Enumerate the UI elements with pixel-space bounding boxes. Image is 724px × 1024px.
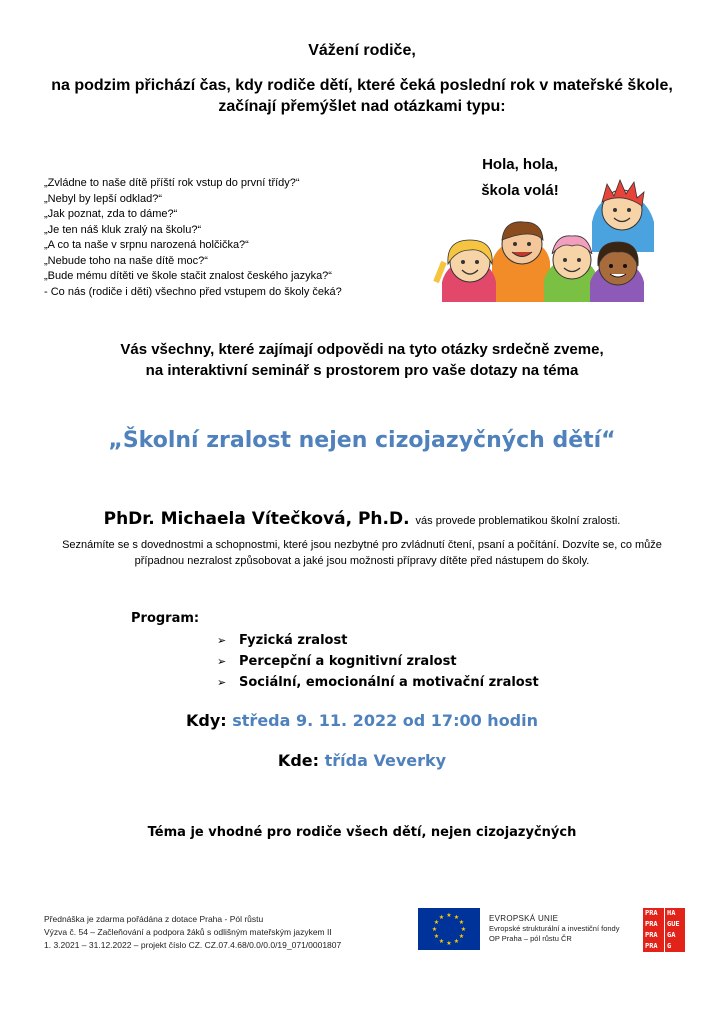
question-item: „Jak poznat, zda to dáme?“ bbox=[44, 208, 178, 220]
svg-text:★: ★ bbox=[458, 933, 465, 940]
svg-text:★: ★ bbox=[453, 914, 460, 921]
program-item bbox=[217, 651, 539, 672]
event-location bbox=[0, 751, 724, 770]
svg-text:★: ★ bbox=[453, 938, 460, 945]
question-item: - Co nás (rodiče i děti) všechno před vstupem do školy čeká? bbox=[44, 285, 342, 298]
invitation-line-2: na interaktivní seminář s prostorem pro vaše dotazy na téma bbox=[145, 362, 579, 379]
footer-funding-info bbox=[44, 913, 341, 952]
eu-logo-line: OP Praha – pól růstu ČR bbox=[489, 934, 572, 943]
svg-text:★: ★ bbox=[433, 933, 440, 940]
seminar-description: Seznámíte se s dovednostmi a schopnostmi, které jsou nezbytné pro zvládnutí čtení, psaní a počítání. Dozvíte se, co může případnou nezralost způsobovat a jaké jsou možnosti přípravy dítěte před nástupem do školy. bbox=[62, 539, 662, 567]
praha-logo-right: HA GUE GA G bbox=[667, 909, 680, 950]
speaker-name: PhDr. Michaela Vítečková, Ph.D. bbox=[103, 509, 410, 529]
question-item: „Nebyl by lepší odklad?“ bbox=[44, 192, 163, 205]
footer-line: 1. 3.2021 – 31.12.2022 – projekt číslo CZ. CZ.07.4.68/0.0/0.0/19_071/0001807 bbox=[44, 940, 342, 950]
child-brown-hair bbox=[492, 222, 550, 302]
svg-text:★: ★ bbox=[438, 938, 445, 945]
illustration-line-1: Hola, hola, bbox=[482, 156, 558, 173]
speaker-line bbox=[0, 509, 724, 529]
question-item: „Nebude toho na naše dítě moc?“ bbox=[44, 254, 208, 267]
program-list bbox=[217, 630, 539, 693]
eu-logo-line: Evropské strukturální a investiční fondy bbox=[489, 924, 620, 933]
eu-flag-logo bbox=[418, 908, 480, 950]
praha-logo bbox=[643, 908, 685, 952]
footer-line: Přednáška je zdarma pořádána z dotace Praha - Pól růstu bbox=[44, 914, 264, 924]
invitation-line-1: Vás všechny, které zajímají odpovědi na tyto otázky srdečně zveme, bbox=[120, 341, 604, 358]
arrowhead-bullet-icon: ➢ bbox=[217, 655, 227, 668]
question-item: „A co ta naše v srpnu narozená holčička?“ bbox=[44, 239, 249, 251]
child-pink-hair bbox=[544, 236, 598, 302]
location-label: Kde: bbox=[277, 751, 320, 770]
date-label: Kdy: bbox=[185, 711, 227, 730]
svg-text:★: ★ bbox=[460, 926, 467, 933]
praha-logo-left: PRA PRA PRA PRA bbox=[645, 909, 658, 950]
svg-text:★: ★ bbox=[446, 940, 452, 947]
svg-text:★: ★ bbox=[431, 926, 438, 933]
question-item: „Je ten náš kluk zralý na školu?“ bbox=[44, 223, 202, 236]
svg-text:★: ★ bbox=[458, 919, 465, 926]
question-item: „Zvládne to naše dítě příští rok vstup do první třídy?“ bbox=[44, 177, 300, 189]
footer-line: Výzva č. 54 – Začleňování a podpora žáků s odlišným mateřským jazykem II bbox=[44, 927, 332, 937]
intro-text: na podzim přichází čas, kdy rodiče dětí, které čeká poslední rok v mateřské škole, začínají přemýšlet nad otázkami typu: bbox=[51, 77, 673, 115]
svg-text:★: ★ bbox=[446, 912, 452, 919]
event-date bbox=[0, 711, 724, 730]
child-blonde-girl bbox=[436, 240, 496, 302]
child-red-hair bbox=[592, 180, 654, 252]
audience-note: Téma je vhodné pro rodiče všech dětí, nejen cizojazyčných bbox=[147, 825, 577, 840]
program-item bbox=[217, 672, 539, 693]
questions-list bbox=[44, 176, 342, 300]
greeting: Vážení rodiče, bbox=[308, 42, 416, 59]
speaker-tagline: vás provede problematikou školní zralosti. bbox=[415, 515, 621, 527]
eu-logo-text bbox=[489, 914, 619, 944]
seminar-title: „Školní zralost nejen cizojazyčných dětí“ bbox=[108, 428, 616, 453]
program-item-label: Fyzická zralost bbox=[239, 633, 348, 648]
location-value: třída Veverky bbox=[324, 751, 447, 770]
program-item-label: Sociální, emocionální a motivační zralost bbox=[239, 675, 539, 690]
eu-logo-head: EVROPSKÁ UNIE bbox=[489, 914, 559, 923]
program-item-label: Percepční a kognitivní zralost bbox=[239, 654, 457, 669]
program-item bbox=[217, 630, 539, 651]
question-item: „Bude mému dítěti ve škole stačit znalost českého jazyka?“ bbox=[44, 270, 332, 282]
illustration-line-2: škola volá! bbox=[481, 182, 559, 199]
arrowhead-bullet-icon: ➢ bbox=[217, 676, 227, 689]
program-label: Program: bbox=[131, 611, 200, 626]
children-illustration bbox=[432, 162, 660, 302]
date-value: středa 9. 11. 2022 od 17:00 hodin bbox=[232, 711, 539, 730]
invitation bbox=[0, 339, 724, 381]
svg-text:★: ★ bbox=[438, 914, 445, 921]
svg-text:★: ★ bbox=[433, 919, 440, 926]
arrowhead-bullet-icon: ➢ bbox=[217, 634, 227, 647]
